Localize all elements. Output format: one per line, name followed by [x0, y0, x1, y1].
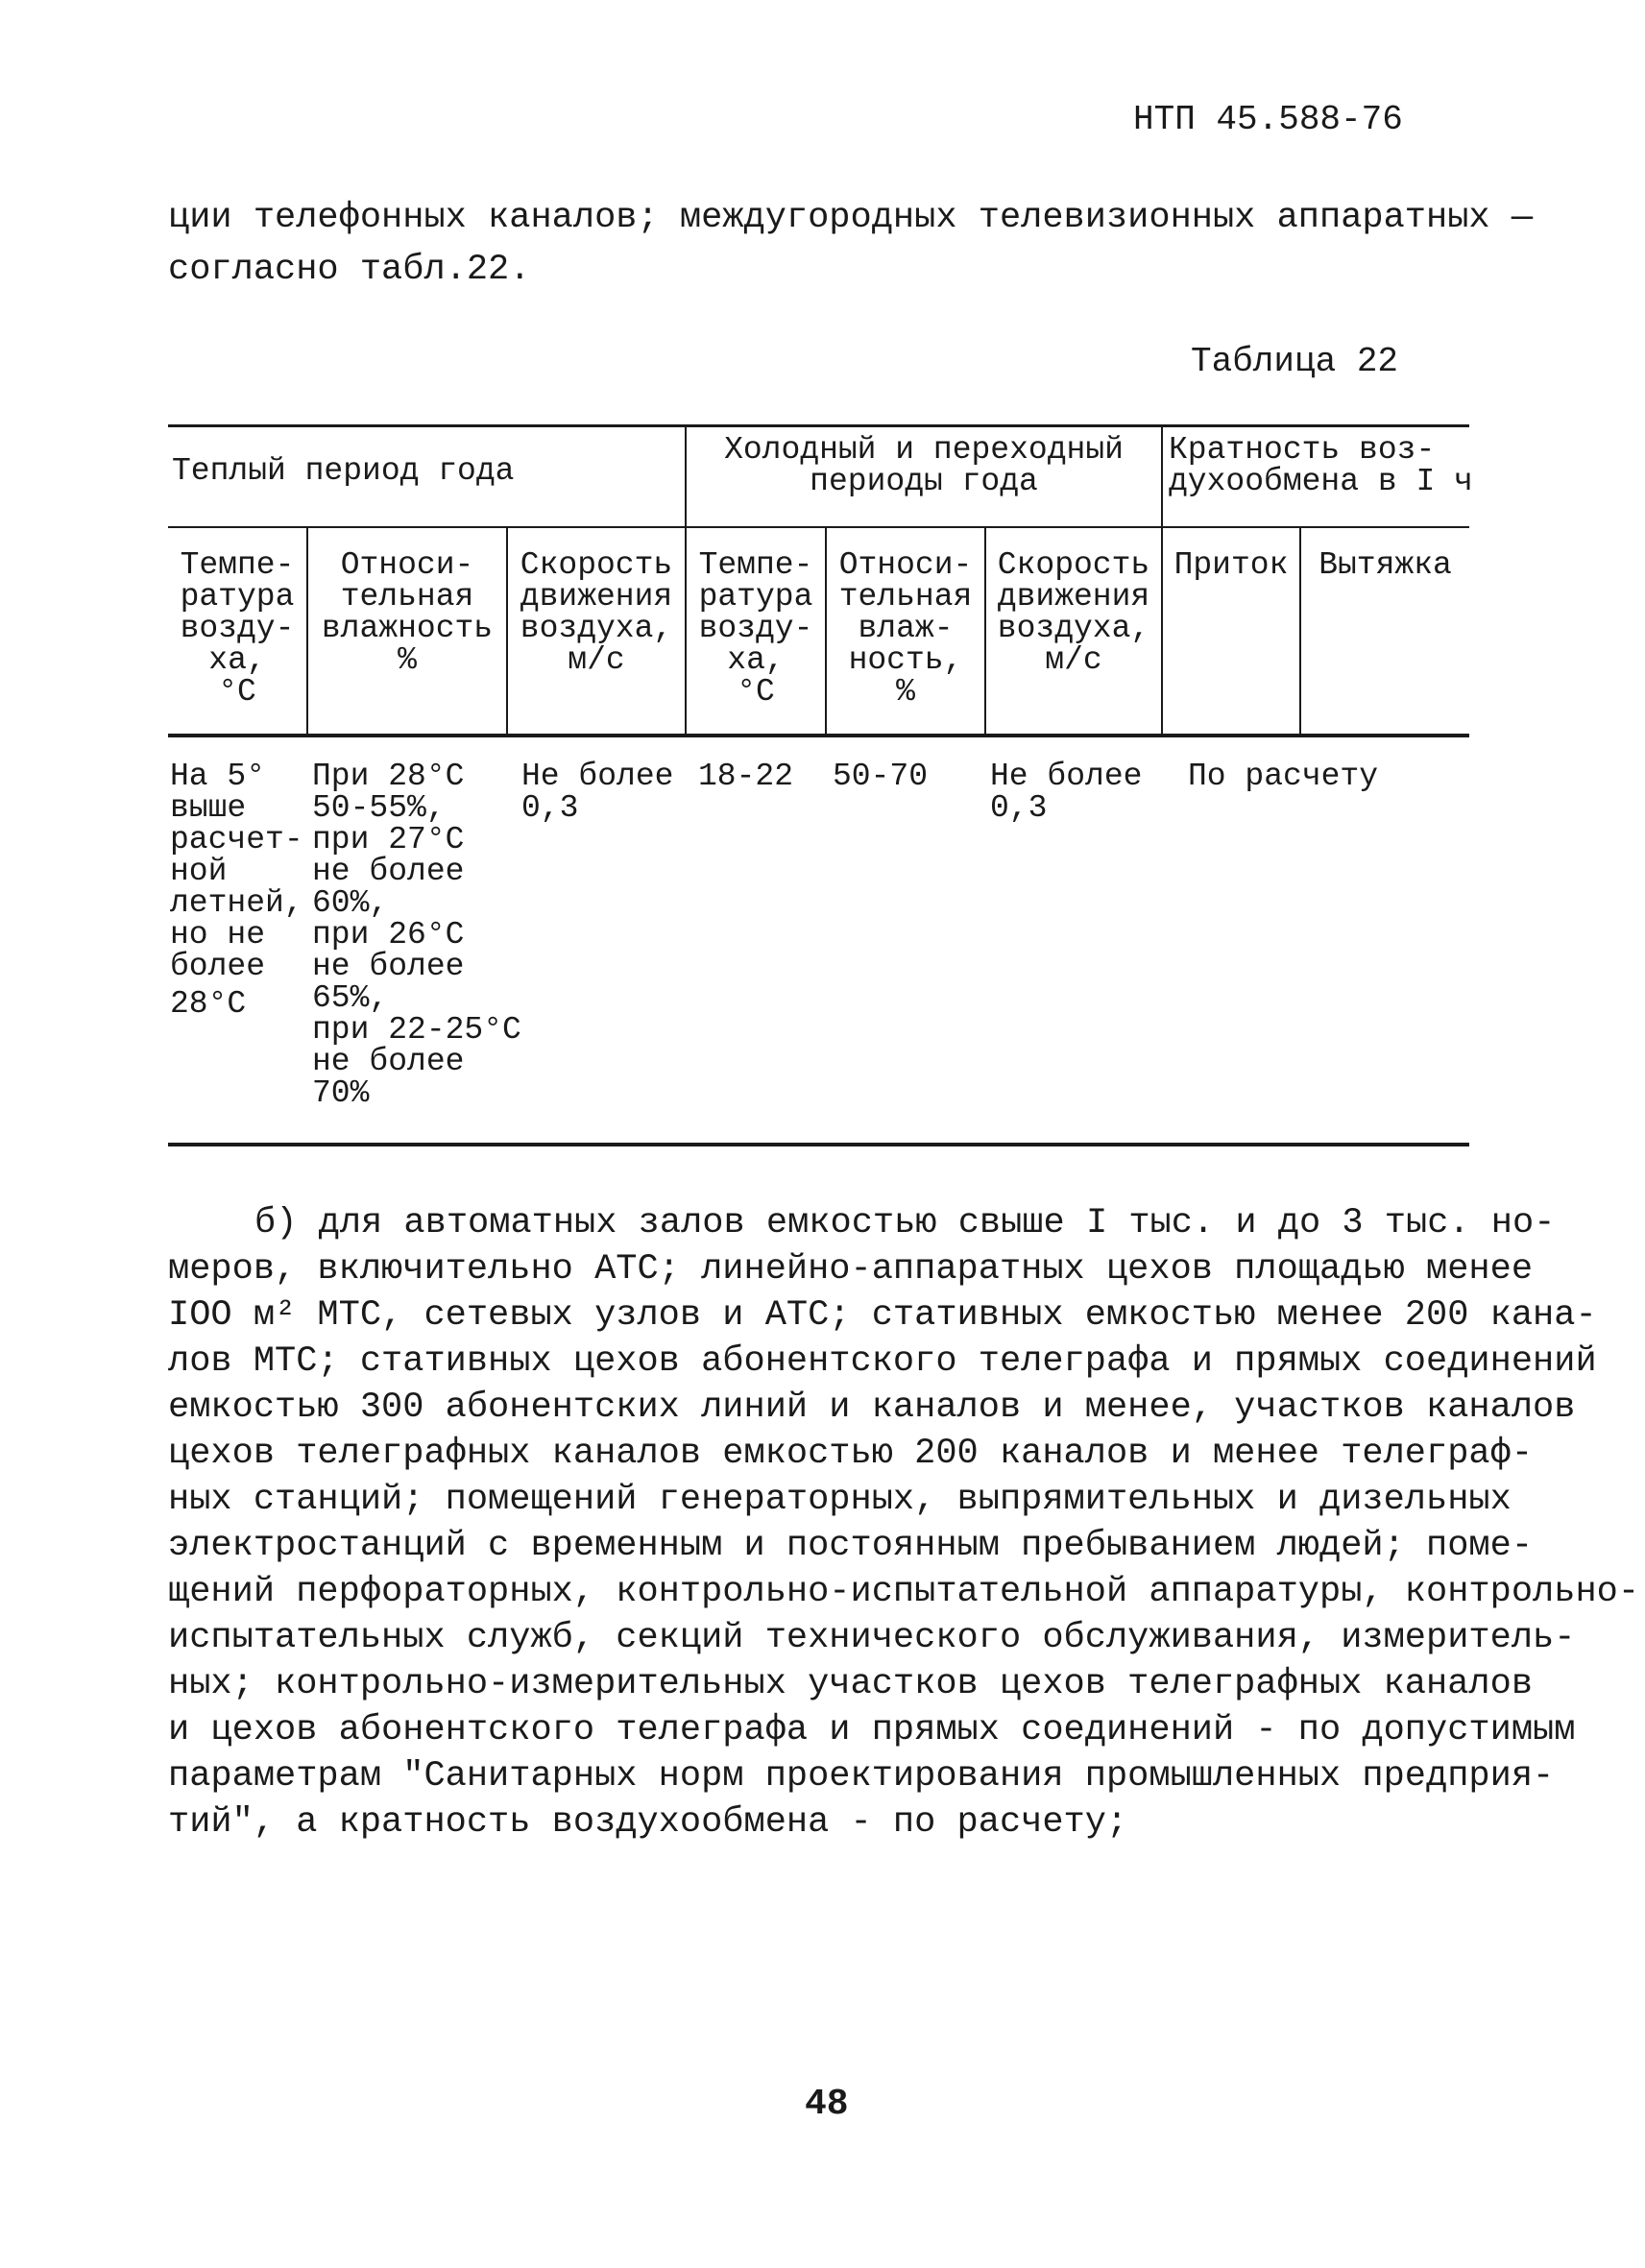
- text-line: и цехов абонентского телеграфа и прямых соединений - по допустимым: [168, 1710, 1576, 1750]
- page-number: 48: [805, 2084, 849, 2125]
- column-header-warm-air-speed: [508, 549, 685, 676]
- cell-warm-temperature: [170, 760, 303, 1020]
- text-line: меров, включительно АТС; линейно-аппаратных цехов площадью менее: [168, 1249, 1534, 1290]
- cell-line: не более: [312, 854, 465, 889]
- text-line: лов МТС; стативных цехов абонентского телеграфа и прямых соединений: [168, 1341, 1597, 1382]
- header-line: %: [896, 674, 915, 710]
- column-header-cold-temperature: [687, 549, 825, 708]
- cell-line: 50-70: [833, 759, 929, 794]
- column-header-warm-temperature: [168, 549, 306, 708]
- cell-line: не более: [312, 949, 465, 984]
- cell-line: при 22-25°С: [312, 1012, 521, 1048]
- column-header-exhaust: [1301, 549, 1469, 581]
- cell-line: 50-55%,: [312, 790, 446, 826]
- header-line: °С: [737, 674, 775, 710]
- header-line: ха,: [208, 642, 266, 678]
- text-line: IOO м² МТС, сетевых узлов и АТС; стативных емкостью менее 200 кана-: [168, 1295, 1597, 1336]
- group-header-cold-period: [689, 434, 1159, 497]
- cell-line: выше: [170, 790, 247, 826]
- cell-line: 28°С: [170, 986, 247, 1022]
- header-line: ха,: [727, 642, 785, 678]
- cell-line: 65%,: [312, 980, 389, 1016]
- header-line: Относи-: [838, 547, 973, 583]
- table-top-rule: [168, 424, 1469, 427]
- text-line: согласно табл.22.: [168, 250, 531, 290]
- header-line: влажность: [321, 611, 494, 646]
- column-header-cold-air-speed: [986, 549, 1161, 676]
- header-line: Теплый период года: [172, 453, 515, 489]
- header-line: Скорость: [997, 547, 1150, 583]
- cell-line: расчет-: [170, 822, 303, 857]
- header-line: тельная: [340, 579, 474, 615]
- cell-air-exchange: [1188, 760, 1378, 792]
- header-line: тельная: [838, 579, 973, 615]
- column-header-warm-humidity: [308, 549, 506, 676]
- group-header-air-exchange: [1169, 434, 1473, 497]
- header-line: влаж-: [858, 611, 954, 646]
- cell-cold-air-speed: [990, 760, 1142, 824]
- text-line: ных; контрольно-измерительных участков цехов телеграфных каналов: [168, 1664, 1534, 1704]
- cell-line: 70%: [312, 1075, 370, 1111]
- header-line: Темпе-: [698, 547, 813, 583]
- cell-warm-humidity: [312, 760, 521, 1109]
- cell-line: 0,3: [521, 790, 579, 826]
- header-line: ратура: [698, 579, 813, 615]
- cell-cold-temperature: [698, 760, 793, 792]
- header-line: м/с: [1045, 642, 1102, 678]
- header-line: воздуха,: [520, 611, 673, 646]
- document-code: НТП 45.588-76: [1133, 100, 1403, 139]
- header-line: движения: [997, 579, 1150, 615]
- header-line: возду-: [180, 611, 295, 646]
- cell-line: 60%,: [312, 885, 389, 921]
- header-line: Скорость: [520, 547, 673, 583]
- conditions-table: [168, 424, 1473, 1146]
- header-line: Темпе-: [180, 547, 295, 583]
- table-header-rule: [168, 526, 1469, 528]
- cell-line: при 26°С: [312, 917, 465, 953]
- header-line: Относи-: [340, 547, 474, 583]
- header-line: Холодный и переходный: [724, 432, 1124, 468]
- text-line: ных станций; помещений генераторных, выпрямительных и дизельных: [168, 1480, 1512, 1520]
- column-header-cold-humidity: [827, 549, 984, 708]
- header-line: м/с: [568, 642, 625, 678]
- table-caption: Таблица 22: [1191, 342, 1399, 381]
- text-line: тий", а кратность воздухообмена - по расчету;: [168, 1802, 1128, 1843]
- cell-line: По расчету: [1188, 759, 1379, 794]
- column-header-intake: [1163, 549, 1299, 581]
- cell-line: но не: [170, 917, 266, 953]
- cell-line: 0,3: [990, 790, 1048, 826]
- text-line: цехов телеграфных каналов емкостью 200 каналов и менее телеграф-: [168, 1434, 1534, 1474]
- header-line: воздуха,: [997, 611, 1150, 646]
- intro-paragraph: [168, 192, 1534, 296]
- group-header-warm-period: [172, 455, 514, 487]
- header-line: ность,: [848, 642, 963, 678]
- text-line: ции телефонных каналов; междугородных телевизионных аппаратных —: [168, 198, 1534, 238]
- cell-line: На 5°: [170, 759, 266, 794]
- header-line: Приток: [1173, 547, 1289, 583]
- header-line: °С: [218, 674, 256, 710]
- cell-line: Не более: [990, 759, 1143, 794]
- cell-line: не более: [312, 1044, 465, 1079]
- header-line: духообмена в I ч: [1169, 464, 1473, 499]
- header-line: периоды года: [810, 464, 1038, 499]
- cell-line: 18-22: [698, 759, 794, 794]
- text-line: щений перфораторных, контрольно-испытательной аппаратуры, контрольно-: [168, 1572, 1640, 1612]
- text-line: емкостью 300 абонентских линий и каналов и менее, участков каналов: [168, 1387, 1576, 1428]
- header-line: Кратность воз-: [1169, 432, 1436, 468]
- cell-cold-humidity: [833, 760, 928, 792]
- cell-line: Не более: [521, 759, 674, 794]
- cell-line: более: [170, 949, 266, 984]
- text-line: б) для автоматных залов емкостью свыше I тыс. и до 3 тыс. но-: [254, 1203, 1556, 1243]
- header-line: движения: [520, 579, 673, 615]
- text-line: испытательных служб, секций технического обслуживания, измеритель-: [168, 1618, 1576, 1658]
- header-line: возду-: [698, 611, 813, 646]
- header-line: %: [398, 642, 417, 678]
- table-subheader-rule: [168, 734, 1469, 737]
- text-line: электростанций с временным и постоянным пребыванием людей; поме-: [168, 1526, 1534, 1566]
- cell-line: При 28°С: [312, 759, 465, 794]
- header-line: ратура: [180, 579, 295, 615]
- body-paragraph: [168, 1200, 1640, 1846]
- cell-line: при 27°С: [312, 822, 465, 857]
- cell-warm-air-speed: [521, 760, 673, 824]
- text-line: параметрам "Санитарных норм проектирования промышленных предприя-: [168, 1756, 1555, 1797]
- cell-line: летней,: [170, 885, 303, 921]
- header-line: Вытяжка: [1318, 547, 1452, 583]
- cell-line: ной: [170, 854, 228, 889]
- table-bottom-rule: [168, 1143, 1469, 1146]
